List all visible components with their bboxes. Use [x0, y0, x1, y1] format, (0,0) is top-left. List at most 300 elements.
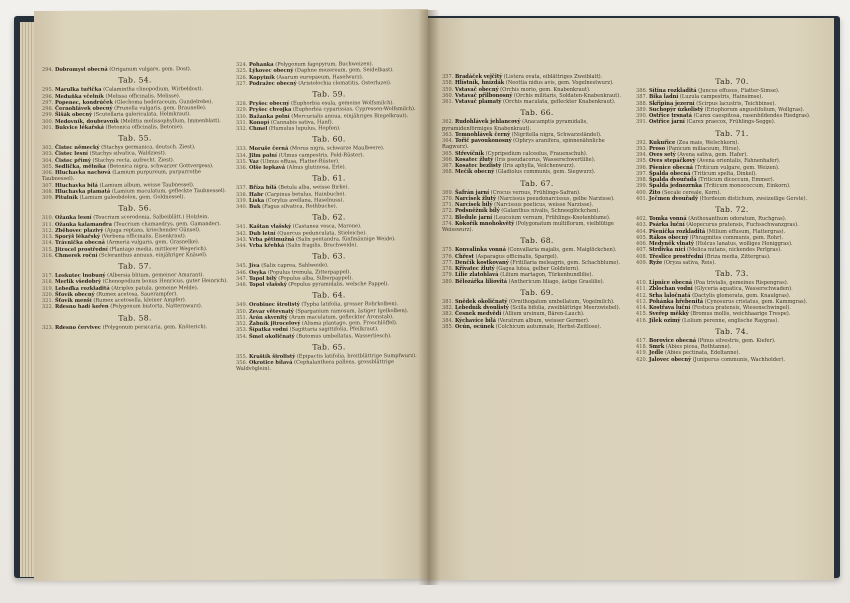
plant-latin-german-name: (Populus tremula, Zitterpappel).	[267, 268, 351, 276]
plant-latin-german-name: (Triticum monococcum, Einkorn).	[703, 183, 791, 190]
plant-czech-name: Popenec, kondrúček	[54, 99, 113, 106]
plant-czech-name: Černohlávek obecný	[54, 105, 113, 112]
plant-czech-name: Křivatec žlutý	[454, 266, 495, 272]
plant-czech-name: Merlík všedobrý	[54, 278, 101, 286]
left-column-1	[42, 66, 228, 331]
plant-latin-german-name: (Dactylis glomerata, gem. Knaulgras).	[692, 292, 791, 299]
entry-number: 310.	[42, 215, 54, 222]
plant-latin-german-name: (Bromus mollis, weichhaarige Trespe).	[690, 311, 791, 318]
entry-number: 396.	[636, 164, 648, 171]
entry-number: 364.	[442, 138, 454, 144]
plant-latin-german-name: (Briza media, Zittergras).	[704, 253, 771, 260]
plant-czech-name: Šmel okoličnatý	[248, 333, 295, 340]
plant-latin-german-name: (Butomus umbellatus, Wasserliesch).	[296, 332, 392, 340]
entry-number: 384.	[442, 317, 454, 324]
plant-czech-name: Kostřava luční	[648, 305, 691, 311]
plant-latin-german-name: (Anthoxanthum odoratum, Ruchgras).	[688, 216, 787, 222]
plant-czech-name: Ožanka kalamandra	[54, 221, 112, 228]
entry-number: 394.	[636, 152, 648, 158]
entry-number: 332.	[236, 125, 248, 132]
plant-czech-name: Pohanka	[248, 61, 274, 68]
entry-number: 363.	[442, 131, 454, 138]
entry-number: 382.	[442, 305, 454, 311]
entry-number: 322.	[42, 304, 54, 311]
entry-number: 367.	[442, 163, 454, 169]
plant-czech-name: Lilie zlatohlavá	[454, 272, 499, 279]
plant-czech-name: Borovice obecná	[648, 337, 697, 344]
entry-number: 348.	[236, 281, 248, 288]
entry-number: 341.	[236, 224, 248, 231]
plant-latin-german-name: (Rumex acetosa, Sauerampfer).	[96, 291, 178, 298]
entry-number: 328.	[236, 100, 248, 107]
entry-number: 350.	[236, 308, 248, 315]
plant-czech-name: Čistec lesní	[54, 150, 88, 158]
entry-number: 411.	[636, 286, 648, 293]
plant-entry	[442, 99, 632, 105]
entry-number: 353.	[236, 327, 248, 334]
plant-latin-german-name: (Lolium perenne, englische Raygras).	[682, 317, 779, 324]
plant-latin-german-name: (Poa trivialis, gemeines Rispengras).	[693, 280, 789, 286]
entry-number: 324.	[236, 61, 248, 68]
entry-number: 407.	[636, 247, 648, 254]
plant-czech-name: Zběhovec plazivý	[54, 227, 104, 234]
plant-czech-name: Trávnička obecná	[54, 239, 105, 247]
entry-number: 309.	[42, 194, 54, 201]
entry-number: 296.	[42, 93, 54, 100]
plant-latin-german-name: (Ophrys aranifera, spinnenähnliche Ragwurz).	[442, 138, 605, 151]
plant-latin-german-name: (Convallaria majalis, gem. Maiglöckchen).	[507, 247, 617, 254]
plant-czech-name: Meduňka včelník	[54, 93, 104, 100]
plant-entry	[636, 318, 828, 324]
entry-number: 378.	[442, 266, 454, 272]
entry-number: 301.	[42, 124, 54, 131]
entry-number: 416.	[636, 317, 648, 324]
plant-czech-name: Šípatka vodní	[248, 326, 288, 334]
plant-latin-german-name: (Melissa officinalis, Melisse).	[105, 92, 181, 100]
plant-czech-name: Srha laločnatá	[648, 292, 691, 299]
plant-latin-german-name: (Salix pentandra, fünfmännige Weide).	[295, 235, 396, 243]
plant-latin-german-name: (Teucrium scorodonia, Salbeiblätt.) Holzlein.	[93, 214, 209, 221]
plant-latin-german-name: (Glechoma hederaceum, Gundelrebe).	[114, 98, 214, 106]
plant-latin-german-name: (Melittis melissophyllum, Immenblatt).	[120, 117, 221, 125]
entry-number: 346.	[236, 269, 248, 276]
entry-number: 302.	[42, 144, 54, 151]
plant-czech-name: Líska	[248, 197, 265, 204]
entry-number: 318.	[42, 279, 54, 286]
plant-czech-name: Topol vlašský	[248, 281, 287, 288]
table-heading: Tab. 69.	[520, 287, 554, 297]
entry-number: 335.	[236, 158, 248, 165]
entry-number: 401.	[636, 195, 648, 202]
plant-latin-german-name: (Juniperus communis, Wachholder).	[692, 356, 786, 363]
entry-number: 314.	[42, 240, 54, 247]
plant-latin-german-name: (Alopecurus pratensis, Fuchsschwanzgras).	[686, 222, 799, 229]
entry-number: 331.	[236, 119, 248, 126]
plant-czech-name: Žabník jitrocelový	[248, 320, 301, 327]
plant-entry	[442, 169, 632, 175]
entry-number: 315.	[42, 246, 54, 253]
plant-latin-german-name: (Zea mais, Welschkorn).	[676, 139, 740, 146]
plant-czech-name: Olše lepkavá	[248, 164, 286, 171]
plant-czech-name: Šťovík obecný	[54, 291, 95, 298]
entry-number: 402.	[636, 216, 648, 222]
plant-latin-german-name: (Chenopodium bonus Henricus, guter Heinrich).	[102, 278, 228, 285]
plant-czech-name: Okrotice bílavá	[248, 359, 293, 366]
plant-czech-name: Strdivka níci	[648, 247, 686, 254]
plant-czech-name: Rákos obecný	[648, 234, 689, 241]
plant-czech-name: Suchopýr úzkolistý	[648, 106, 704, 113]
plant-latin-german-name: (Orchis maculata, gefleckter Knabenkraut).	[503, 99, 616, 105]
plant-latin-german-name: (Allium ursinum, Bären-Lauch).	[502, 311, 585, 318]
plant-czech-name: Snědek okoličnatý	[454, 298, 508, 305]
entry-number: 358.	[442, 80, 454, 87]
plant-czech-name: Vstavač plamatý	[454, 99, 502, 105]
plant-czech-name: Vstavač přilbonosný	[454, 92, 513, 99]
plant-latin-german-name: (Morus nigra, schwarze Maulbeere).	[289, 145, 385, 152]
plant-czech-name: Kukuřice	[648, 139, 676, 146]
right-page	[428, 18, 834, 580]
plant-czech-name: Čistec německý	[54, 144, 100, 151]
plant-entry	[636, 357, 828, 363]
entry-number: 413.	[636, 298, 648, 305]
entry-number: 345.	[236, 263, 248, 270]
plant-latin-german-name: (Rumex acetosella, kleiner Ampfer).	[93, 297, 187, 304]
plant-czech-name: Kopytník	[248, 74, 275, 81]
plant-latin-german-name: (Daphne mezereum, gem. Seidelbast).	[294, 67, 394, 74]
plant-czech-name: Kosatec žlutý	[454, 156, 494, 163]
entry-number: 307.	[42, 182, 54, 189]
plant-latin-german-name: (Festuca pratensis, Wiesenschwingel).	[691, 305, 792, 311]
plant-czech-name: Vstavač obecný	[454, 86, 499, 93]
plant-czech-name: Žito	[648, 189, 661, 196]
plant-czech-name: Jitrocel prostřední	[54, 246, 108, 253]
plant-czech-name: Bažanka polní	[248, 113, 290, 120]
entry-number: 389.	[636, 106, 648, 113]
plant-czech-name: Konvalinka vonná	[454, 247, 506, 254]
plant-czech-name: Vrba pětimužná	[248, 236, 295, 243]
entry-number: 408.	[636, 253, 648, 260]
plant-entry	[42, 252, 228, 259]
plant-latin-german-name: (Scirpus lacustris, Teichbinse).	[696, 100, 776, 107]
entry-number: 383.	[442, 311, 454, 318]
plant-latin-german-name: (Lilium martagon, Türkenbundlilie).	[500, 272, 594, 279]
entry-number: 317.	[42, 272, 54, 279]
entry-number: 355.	[236, 353, 248, 360]
plant-latin-german-name: (Populus alba, Silberpappel).	[278, 275, 353, 282]
plant-czech-name: Habr	[248, 191, 264, 198]
entry-number: 406.	[636, 241, 648, 247]
plant-entry	[42, 124, 228, 131]
plant-latin-german-name: (Polygonatum multiflorum, vielblütige Weisswurz).	[442, 220, 614, 233]
plant-latin-german-name: (Quercus pedunculata, Stieleiche).	[277, 229, 367, 237]
entry-number: 325.	[236, 68, 248, 75]
plant-czech-name: Moruše černá	[248, 145, 289, 153]
entry-number: 404.	[636, 228, 648, 235]
plant-latin-german-name: (Leucoium vernum, Frühlings-Knotenblume).	[493, 214, 611, 221]
left-column-2	[236, 61, 422, 372]
plant-latin-german-name: (Galanthus nivalis, Schneeglöckchen).	[501, 208, 600, 215]
entry-number: 397.	[636, 170, 648, 177]
plant-latin-german-name: (Salix caprea, Sahlweide).	[261, 262, 329, 270]
plant-czech-name: Rdesno hadí kořen	[54, 303, 109, 311]
entry-number: 409.	[636, 259, 648, 266]
plant-latin-german-name: (Neottia nidus avis, gem. Vogelnestwurz).	[505, 80, 614, 87]
entry-number: 380.	[442, 278, 454, 285]
plant-latin-german-name: (Verbena officinalis, Eisenkraut).	[101, 233, 187, 240]
plant-latin-german-name: (Sagittaria sagittifolia, Pfeilkraut).	[289, 326, 379, 333]
plant-czech-name: Dobromysl obecná	[54, 66, 108, 73]
plant-czech-name: Jíva	[248, 263, 260, 270]
plant-czech-name: Špalda jednozrnka	[648, 183, 702, 190]
plant-latin-german-name: (Abies pectinata, Edeltanne).	[664, 350, 741, 357]
plant-latin-german-name: (Juncus effusus, Flatter-Simse).	[698, 88, 780, 94]
entry-number: 399.	[636, 183, 648, 190]
plant-latin-german-name: (Anthericum liliago, ästige Graslilie).	[508, 278, 605, 285]
plant-czech-name: Psárka luční	[648, 222, 685, 229]
plant-latin-german-name: (Ajuga reptans, kriechender Günsel).	[104, 226, 201, 234]
entry-number: 323.	[42, 324, 54, 331]
entry-number: 305.	[42, 163, 54, 170]
plant-czech-name: Skřipina jezerní	[648, 100, 695, 107]
plant-czech-name: Česnek medvědí	[454, 311, 502, 318]
plant-latin-german-name: (Nigritella nigra, Schwarzständel).	[511, 131, 602, 138]
table-heading: Tab. 64.	[312, 290, 346, 300]
plant-czech-name: Hluchavka bílá	[54, 182, 98, 189]
right-column-1	[442, 74, 632, 330]
plant-entry	[236, 164, 422, 171]
plant-latin-german-name: (Iris pseudacorus, Wasserschwertlilie).	[494, 156, 596, 163]
plant-latin-german-name: (Calamintha clinopodium, Wirbeldost).	[103, 86, 204, 93]
plant-latin-german-name: (Mercurialis annua, einjähriges Bingelkraut).	[291, 112, 409, 120]
plant-latin-german-name: (Hordeum distichum, zweizeilige Gerste).	[699, 195, 808, 202]
entry-number: 369.	[442, 189, 454, 196]
entry-number: 347.	[236, 275, 248, 282]
plant-czech-name: Pryšec chvojka	[248, 106, 292, 114]
table-heading: Tab. 70.	[715, 77, 749, 86]
plant-czech-name: Jedle	[648, 350, 664, 357]
plant-czech-name: Čistec přímý	[54, 157, 91, 164]
table-heading: Tab. 59.	[312, 89, 346, 99]
plant-latin-german-name: (Humulus lupulus, Hopfen).	[268, 125, 341, 132]
plant-latin-german-name: (Cypripedium calceolus, Frauenschuh).	[485, 150, 588, 157]
plant-latin-german-name: (Lamium maculatum, gefleckte Taubnessel).	[111, 187, 227, 195]
entry-number: 333.	[236, 146, 248, 153]
entry-number: 379.	[442, 272, 454, 279]
plant-czech-name: Sveřep měkký	[648, 311, 689, 318]
plant-latin-german-name: (Salix fragilis, Bruchweide).	[285, 242, 358, 249]
plant-czech-name: Árón skvrnitý	[248, 314, 288, 321]
entry-number: 376.	[442, 253, 454, 260]
entry-number: 294.	[42, 66, 54, 73]
plant-czech-name: Denčík kostkovaný	[454, 259, 509, 266]
entry-number: 306.	[42, 169, 54, 176]
plant-czech-name: Jalovec obecný	[648, 356, 692, 363]
plant-latin-german-name: (Fritillaria meleagris, gem. Schachblume).	[510, 259, 621, 266]
entry-number: 403.	[636, 222, 648, 229]
plant-czech-name: Podsněžník bílý	[454, 208, 500, 215]
plant-entry	[442, 221, 632, 234]
plant-latin-german-name: (Betula alba, weisse Birke).	[278, 184, 350, 192]
entry-number: 319.	[42, 285, 54, 292]
table-heading: Tab. 56.	[118, 203, 152, 213]
entry-number: 316.	[42, 252, 54, 259]
plant-latin-german-name: (Stachys germanica, deutsch. Ziest).	[101, 144, 196, 151]
plant-latin-german-name: (Lamium galeobdolon, gem. Goldnessel).	[79, 194, 186, 201]
table-heading: Tab. 60.	[312, 134, 346, 144]
plant-czech-name: Lebedník dvoulistý	[454, 305, 509, 311]
plant-entry	[42, 66, 228, 73]
table-heading: Tab. 54.	[118, 75, 152, 85]
entry-number: 365.	[442, 150, 454, 157]
plant-czech-name: Proso	[648, 145, 666, 152]
plant-czech-name: Ostřice trsnatá	[648, 113, 692, 119]
plant-latin-german-name: (Holcus lanatus, wolliges Honiggras).	[695, 241, 793, 247]
table-heading: Tab. 67.	[520, 178, 554, 188]
plant-czech-name: Bukvice lékařská	[54, 124, 104, 131]
plant-latin-german-name: (Crocus vernus, Frühlings-Safran).	[490, 189, 581, 196]
plant-czech-name: Buk	[248, 203, 261, 210]
plant-latin-german-name: (Ulmus effusa, Flatter-Rüster).	[260, 158, 340, 165]
plant-czech-name: Šafrán jarní	[454, 189, 490, 196]
plant-entry	[236, 332, 422, 339]
plant-latin-german-name: (Panicum miliaceum, Hirse).	[666, 145, 741, 152]
plant-czech-name: Bříza bílá	[248, 185, 277, 192]
plant-czech-name: Kruštík širolistý	[248, 353, 296, 360]
plant-entry	[236, 242, 422, 249]
entry-number: 372.	[442, 208, 454, 215]
entry-number: 303.	[42, 151, 54, 158]
entry-number: 338.	[236, 191, 248, 198]
plant-entry	[442, 324, 632, 330]
entry-number: 420.	[636, 356, 648, 363]
entry-number: 377.	[442, 259, 454, 266]
entry-number: 398.	[636, 177, 648, 183]
plant-latin-german-name: (Triticum vulgare, gem. Weizen).	[694, 164, 780, 171]
plant-czech-name: Pitulník	[54, 194, 78, 201]
plant-latin-german-name: (Asarum europaeum, Haselwurz).	[276, 73, 364, 81]
plant-czech-name: Narcisek bílý	[454, 202, 493, 208]
plant-latin-german-name: (Pinus silvestris, gem. Kiefer).	[697, 337, 776, 344]
plant-czech-name: Temnohlávek černý	[454, 131, 511, 138]
entry-number: 351.	[236, 314, 248, 321]
entry-number: 295.	[42, 87, 54, 94]
plant-latin-german-name: (Scutellaria galericulata, Helmkraut).	[93, 111, 191, 118]
entry-number: 392.	[636, 139, 648, 146]
plant-czech-name: Marulka tuřička	[54, 86, 102, 94]
plant-czech-name: Chmel	[248, 125, 268, 132]
entry-number: 297.	[42, 99, 54, 106]
entry-number: 395.	[636, 158, 648, 165]
plant-czech-name: Podražec obecný	[248, 80, 297, 87]
entry-number: 340.	[236, 203, 248, 210]
plant-entry	[236, 203, 422, 210]
left-page	[34, 9, 428, 581]
plant-entry	[236, 281, 422, 288]
plant-latin-german-name: (Iris aphylla, Veilchenwurz).	[502, 163, 576, 169]
plant-latin-german-name: (Oryza sativa, Reis).	[663, 259, 716, 266]
plant-czech-name: Sedlička, mělníka	[54, 163, 106, 170]
plant-czech-name: Oves setý	[648, 152, 676, 158]
plant-czech-name: Bika ladní	[648, 94, 679, 101]
plant-czech-name: Konopí	[248, 119, 270, 126]
plant-czech-name: Lebeďka rozkladitá	[54, 285, 110, 292]
entry-number: 388.	[636, 100, 648, 107]
plant-latin-german-name: (Eriophorum angustifolium, Wollgras).	[704, 106, 805, 113]
plant-latin-german-name: (Fagus silvatica, Rothbuche).	[262, 203, 338, 210]
entry-number: 366.	[442, 156, 454, 163]
plant-czech-name: Lipnice obecná	[648, 280, 693, 286]
entry-number: 342.	[236, 230, 248, 237]
entry-number: 356.	[236, 359, 248, 366]
plant-latin-german-name: (Veratrum album, weisser Germer).	[497, 317, 590, 324]
plant-latin-german-name: (Ulmus campestris, Feld-Rüster).	[278, 151, 365, 159]
plant-czech-name: Loskutec lnobuný	[54, 272, 106, 279]
plant-latin-german-name: (Polygonum bistorta, Natternwurz).	[110, 303, 203, 310]
table-heading: Tab. 57.	[118, 261, 152, 271]
plant-czech-name: Mečík obecný	[454, 169, 495, 176]
plant-latin-german-name: (Orchis militaris, Soldaten-Knabenkraut).	[513, 92, 621, 99]
plant-entry	[236, 125, 422, 132]
plant-latin-german-name: (Gladiolus communis, gem. Siegwurz).	[495, 169, 596, 176]
plant-latin-german-name: (Narcissus poeticus, weisse Narzisse).	[494, 202, 594, 208]
plant-entry	[42, 324, 228, 331]
right-column-2	[636, 74, 828, 363]
plant-latin-german-name: (Melica nutans, nickendes Perlgras).	[687, 247, 782, 254]
plant-czech-name: Ječmen dvouřadý	[648, 195, 698, 202]
entry-number: 349.	[236, 302, 248, 309]
plant-czech-name: Kýchavice bílá	[454, 317, 496, 324]
table-heading: Tab. 58.	[118, 312, 152, 323]
plant-latin-german-name: (Prunella vulgaris, gem. Braunelle).	[114, 105, 207, 112]
plant-czech-name: Ostřice jarní	[648, 119, 685, 126]
entry-number: 414.	[636, 305, 648, 311]
plant-latin-german-name: (Plantago media, mittlerer Wegerich).	[109, 245, 208, 253]
entry-number: 321.	[42, 297, 54, 304]
plant-latin-german-name: (Typha latifolia, grosser Rohrkolben).	[301, 301, 399, 308]
entry-number: 339.	[236, 197, 248, 204]
plant-latin-german-name: (Armeria vulgaris, gem. Grasnelke).	[106, 239, 200, 246]
entry-number: 330.	[236, 113, 248, 120]
plant-czech-name: Bledule jarní	[454, 214, 493, 221]
entry-number: 385.	[442, 323, 454, 330]
table-heading: Tab. 65.	[312, 342, 346, 352]
entry-number: 326.	[236, 74, 248, 81]
plant-entry	[636, 196, 828, 202]
book-gutter	[418, 10, 440, 585]
plant-czech-name: Narcisek žlutý	[454, 195, 496, 202]
entry-number: 311.	[42, 221, 54, 228]
plant-czech-name: Špalda dvouřadá	[648, 177, 697, 183]
plant-latin-german-name: (Origanum vulgare, gem. Dost).	[109, 66, 192, 73]
table-heading: Tab. 62.	[312, 212, 346, 222]
plant-latin-german-name: (Betonica nigra, schwarzer Gottvergess).	[107, 162, 214, 170]
entry-number: 419.	[636, 350, 648, 357]
entry-number: 337.	[236, 185, 248, 192]
plant-entry	[442, 138, 632, 151]
plant-czech-name: Smrk	[648, 344, 665, 350]
plant-czech-name: Oves stepáčkový	[648, 158, 696, 165]
table-heading: Tab. 55.	[118, 133, 152, 143]
entry-number: 329.	[236, 107, 248, 114]
plant-latin-german-name: (Listera ovata, eiblättriges Zweiblatt).	[503, 74, 603, 80]
plant-latin-german-name: (Aristolochia clematitis, Osterluzei).	[298, 79, 392, 87]
plant-latin-german-name: (Corylus avellana, Haselnuss).	[265, 197, 345, 204]
entry-number: 362.	[442, 119, 454, 126]
plant-latin-german-name: (Asparagus officinalis, Spargel).	[475, 253, 559, 260]
plant-entry	[636, 260, 828, 266]
plant-entry	[42, 194, 228, 201]
entry-number: 375.	[442, 247, 454, 254]
